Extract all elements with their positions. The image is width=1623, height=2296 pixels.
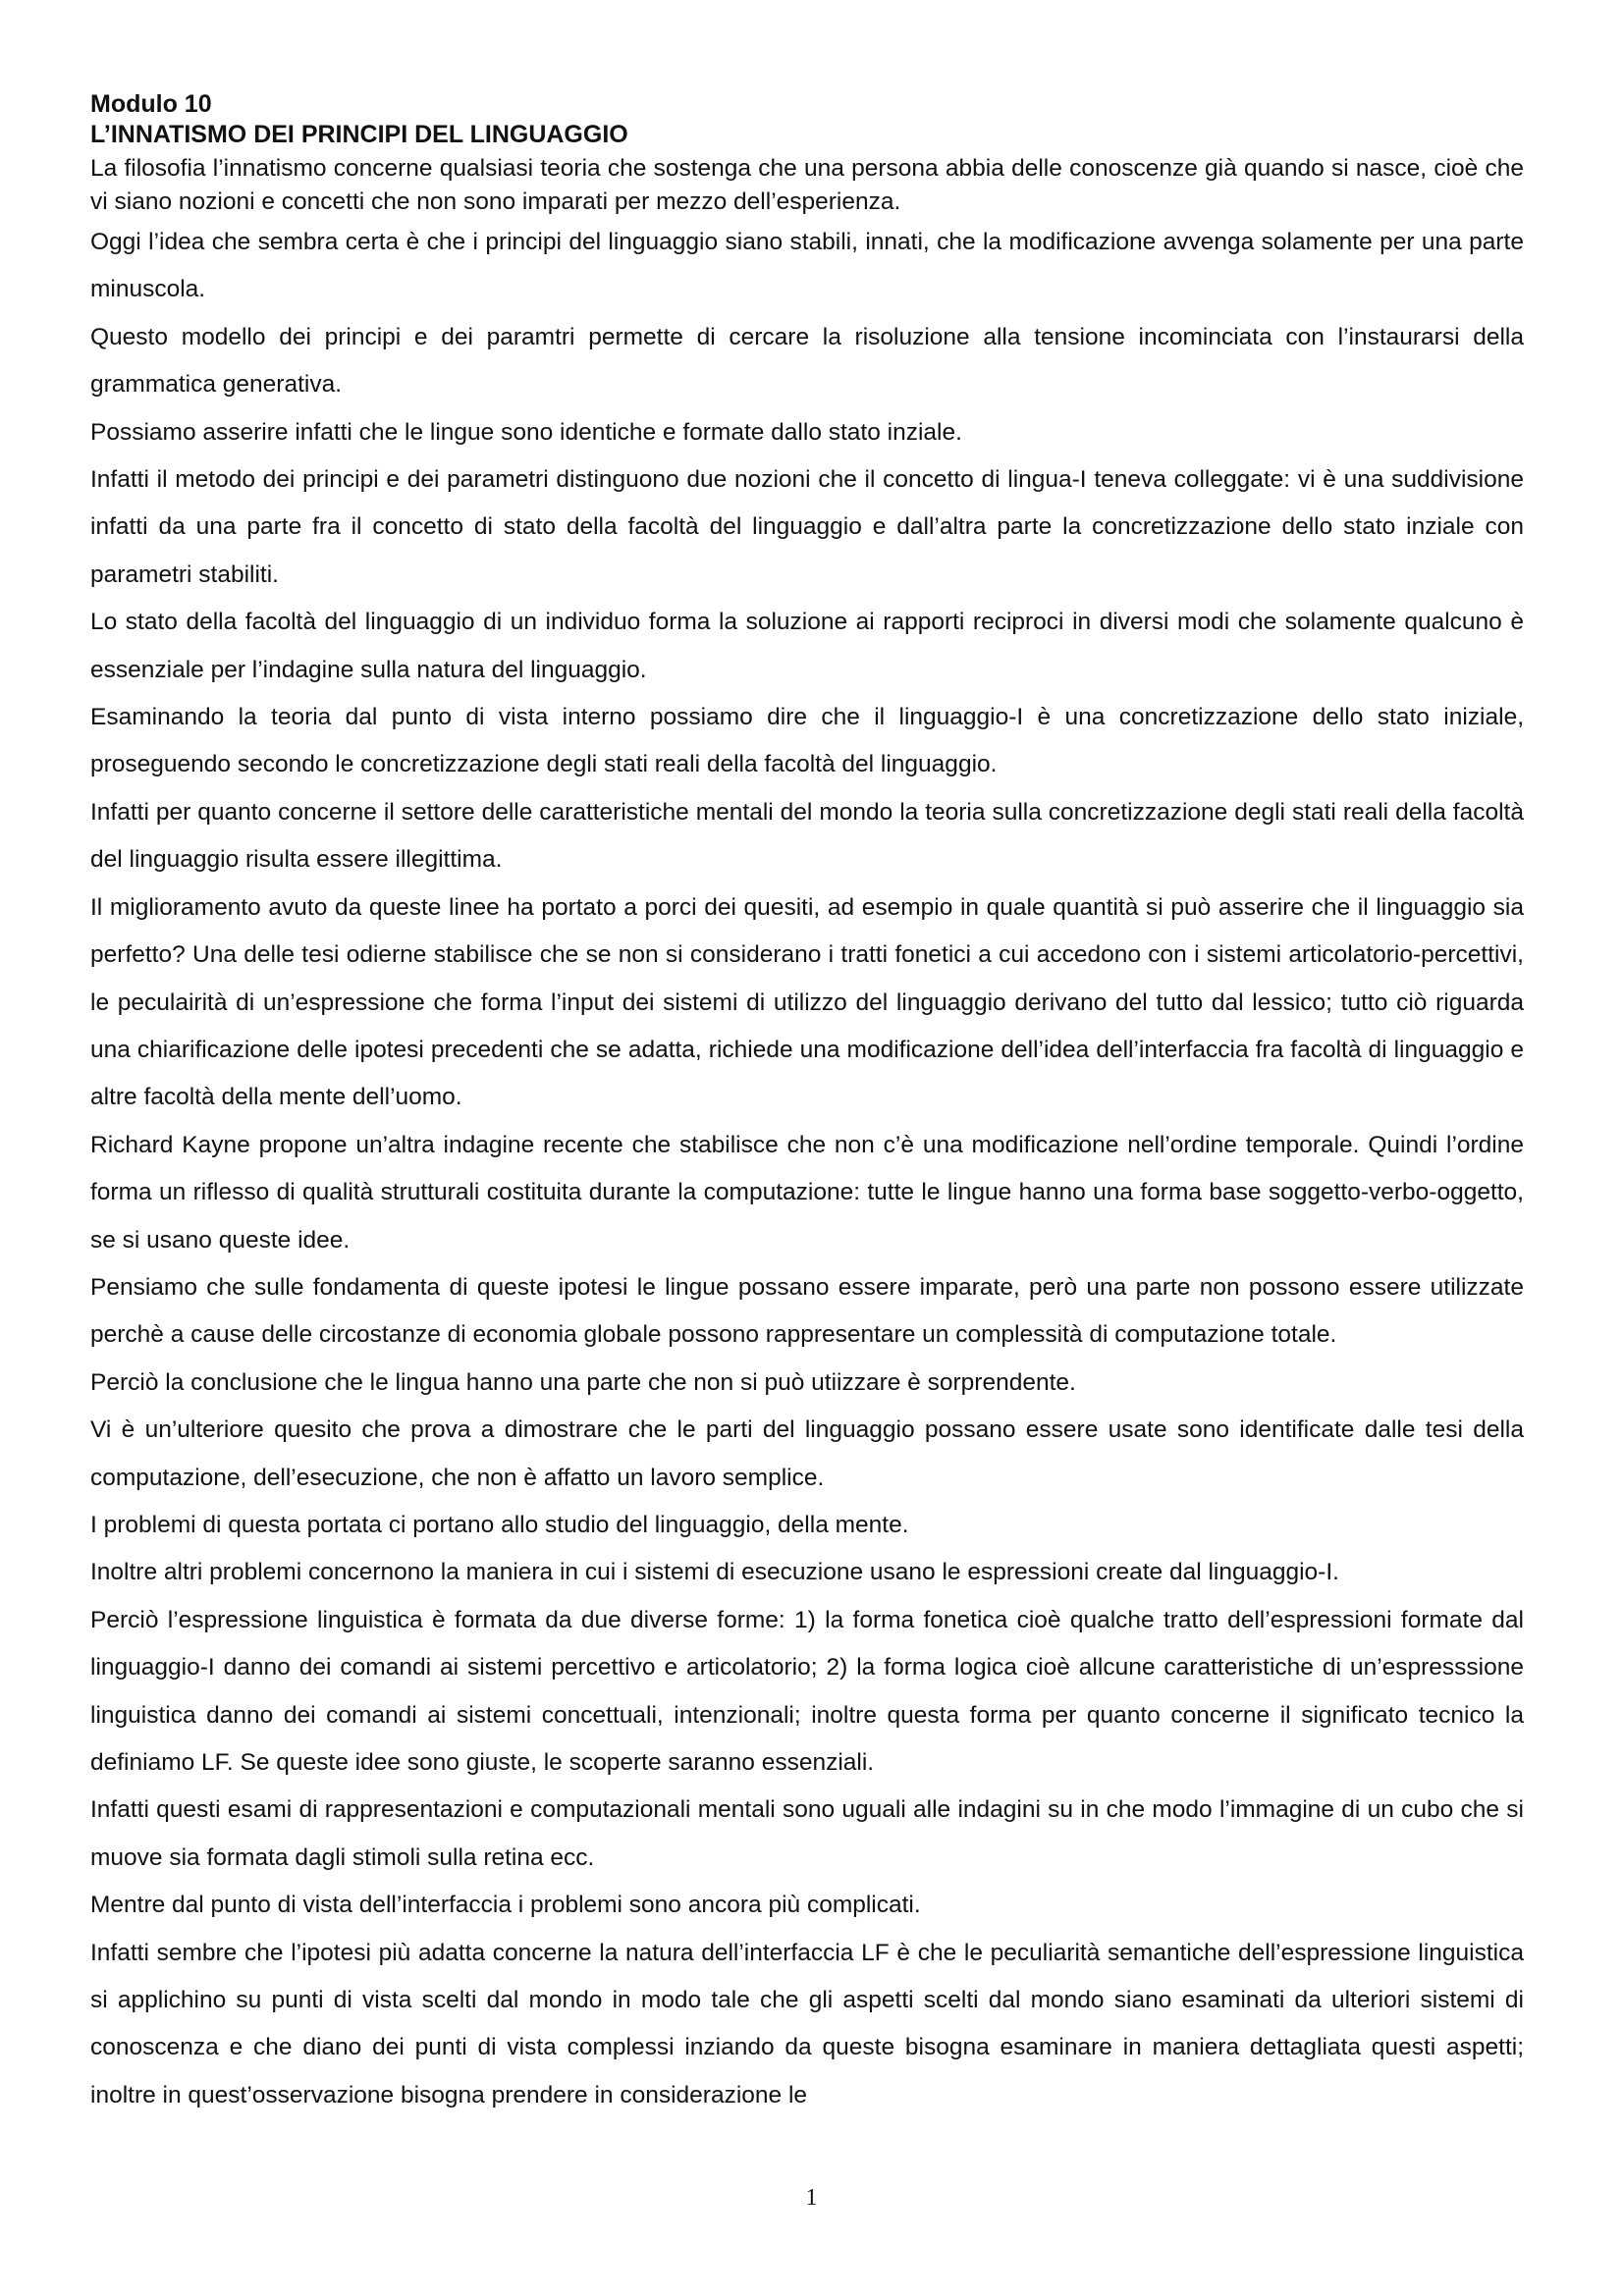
paragraph: Esaminando la teoria dal punto di vista interno possiamo dire che il linguaggio-I è una concretizzazione dello stato iniziale, proseguendo secondo le concretizzazione degli stati reali della facoltà del linguaggio. xyxy=(90,704,1524,778)
paragraph: Lo stato della facoltà del linguaggio di un individuo forma la soluzione ai rapporti reciproci in diversi modi che solamente qualcuno è essenziale per l’indagine sulla natura del linguaggio. xyxy=(90,609,1524,683)
paragraph: Perciò la conclusione che le lingua hanno una parte che non si può utiizzare è sorprendente. xyxy=(90,1368,1076,1396)
paragraph: Questo modello dei principi e dei paramtri permette di cercare la risoluzione alla tensione incominciata con l’instaurarsi della grammatica generativa. xyxy=(90,323,1524,399)
page-title: L’INNATISMO DEI PRINCIPI DEL LINGUAGGIO xyxy=(90,121,628,148)
paragraph: Pensiamo che sulle fondamenta di queste ipotesi le lingue possano essere imparate, però una parte non possono essere utilizzate perchè a cause delle circostanze di economia globale possono rappresentare un complessità di computazione totale. xyxy=(90,1273,1524,1349)
page-content xyxy=(90,89,1524,2119)
module-label: Modulo 10 xyxy=(90,90,212,118)
paragraph: Infatti questi esami di rappresentazioni e computazionali mentali sono uguali alle indagini su in che modo l’immagine di un cubo che si muove sia formata dagli stimoli sulla retina ecc. xyxy=(90,1796,1524,1871)
page-number: 1 xyxy=(805,2185,818,2211)
paragraph: Infatti per quanto concerne il settore delle caratteristiche mentali del mondo la teoria sulla concretizzazione degli stati reali della facoltà del linguaggio risulta essere illegittima. xyxy=(90,798,1524,874)
paragraph: La filosofia l’innatismo concerne qualsiasi teoria che sostenga che una persona abbia delle conoscenze già quando si nasce, cioè che vi siano nozioni e concetti che non sono imparati per mezzo dell’esperienza. xyxy=(90,155,1524,215)
paragraph: I problemi di questa portata ci portano allo studio del linguaggio, della mente. xyxy=(90,1511,909,1538)
paragraph: Infatti il metodo dei principi e dei parametri distinguono due nozioni che il concetto di lingua-I teneva colleggate: vi è una suddivisione infatti da una parte fra il concetto di stato della facoltà del linguaggio e dall’altra parte la concretizzazione dello stato inziale con parametri stabiliti. xyxy=(90,466,1524,588)
paragraph: Vi è un’ulteriore quesito che prova a dimostrare che le parti del linguaggio possano essere usate sono identificate dalle tesi della computazione, dell’esecuzione, che non è affatto un lavoro semplice. xyxy=(90,1416,1524,1491)
paragraph: Inoltre altri problemi concernono la maniera in cui i sistemi di esecuzione usano le espressioni create dal linguaggio-I. xyxy=(90,1559,1339,1586)
paragraph: Il miglioramento avuto da queste linee ha portato a porci dei quesiti, ad esempio in quale quantità si può asserire che il linguaggio sia perfetto? Una delle tesi odierne stabilisce che se non si considerano i tratti fonetici a cui accedono con i sistemi articolatorio-percettivi, le peculairità di un’espressione che forma l’input dei sistemi di utilizzo del linguaggio derivano del tutto dal lessico; tutto ciò riguarda una chiarificazione delle ipotesi precedenti che se adatta, richiede una modificazione dell’idea dell’interfaccia fra facoltà di linguaggio e altre facoltà della mente dell’uomo. xyxy=(90,893,1524,1111)
paragraph: Mentre dal punto di vista dell’interfaccia i problemi sono ancora più complicati. xyxy=(90,1892,921,1919)
paragraph: Perciò l’espressione linguistica è formata da due diverse forme: 1) la forma fonetica cioè qualche tratto dell’espressioni formate dal linguaggio-I danno dei comandi ai sistemi percettivo e articolatorio; 2) la forma logica cioè allcune caratteristiche di un’espresssione linguistica danno dei comandi ai sistemi concettuali, intenzionali; inoltre questa forma per quanto concerne il significato tecnico la definiamo LF. Se queste idee sono giuste, le scoperte saranno essenziali. xyxy=(90,1606,1524,1776)
paragraph: Infatti sembre che l’ipotesi più adatta concerne la natura dell’interfaccia LF è che le peculiarità semantiche dell’espressione linguistica si applichino su punti di vista scelti dal mondo in modo tale che gli aspetti scelti dal mondo siano esaminati da ulteriori sistemi di conoscenza e che diano dei punti di vista complessi inziando da queste bisogna esaminare in maniera dettagliata questi aspetti; inoltre in quest’osservazione bisogna prendere in considerazione le xyxy=(90,1939,1524,2109)
paragraph: Oggi l’idea che sembra certa è che i principi del linguaggio siano stabili, innati, che la modificazione avvenga solamente per una parte minuscola. xyxy=(90,229,1524,303)
paragraph: Richard Kayne propone un’altra indagine recente che stabilisce che non c’è una modificazione nell’ordine temporale. Quindi l’ordine forma un riflesso di qualità strutturali costituita durante la computazione: tutte le lingue hanno una forma base soggetto-verbo-oggetto, se si usano queste idee. xyxy=(90,1131,1524,1254)
paragraph: Possiamo asserire infatti che le lingue sono identiche e formate dallo stato inziale. xyxy=(90,418,962,446)
